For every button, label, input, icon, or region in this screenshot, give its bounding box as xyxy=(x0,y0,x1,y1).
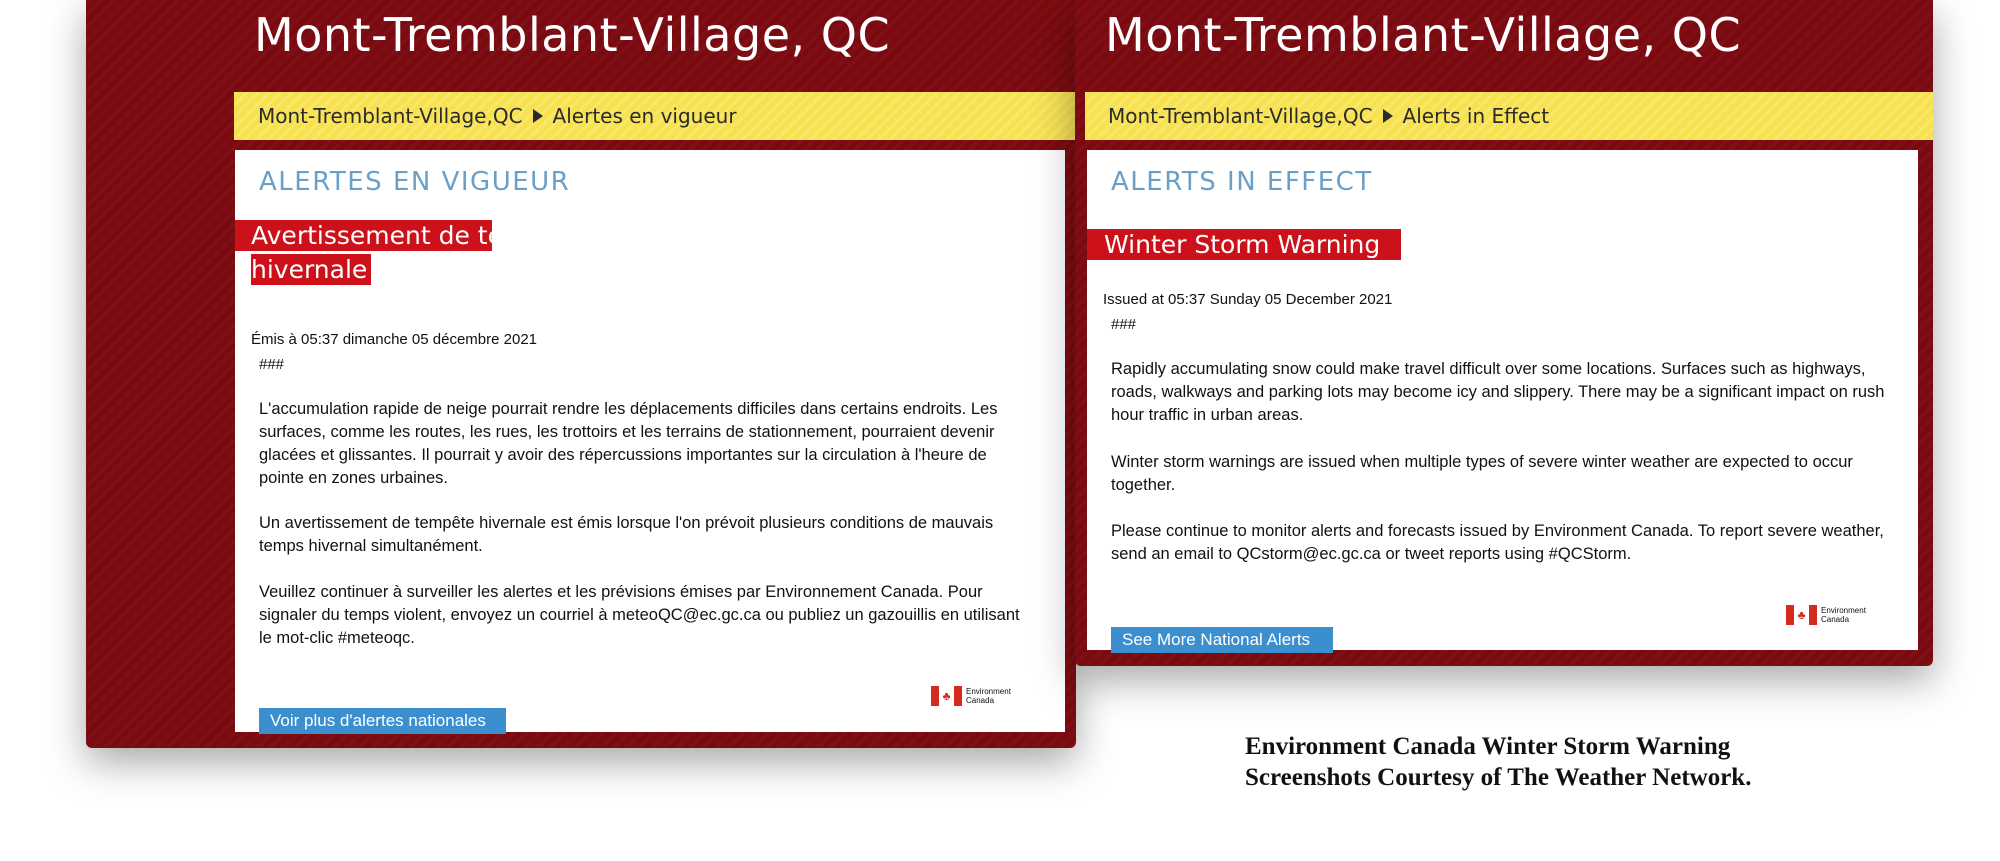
breadcrumb-current: Alertes en vigueur xyxy=(552,104,737,128)
image-caption xyxy=(1245,731,1751,793)
breadcrumb-location-link[interactable]: Mont-Tremblant-Village,QC xyxy=(1108,104,1373,128)
environment-canada-logo: ♣ Environment Canada xyxy=(931,686,1011,706)
caption-line: Screenshots Courtesy of The Weather Network. xyxy=(1245,764,1752,791)
alert-paragraph: L'accumulation rapide de neige pourrait rendre les déplacements difficiles dans certains endroits. Les surfaces, comme les routes, les rues, les trottoirs et les terrains de stationnement, pourraient devenir glacées et glissantes. Il pourrait y avoir des répercussions importantes sur la circulation à l'heure de pointe en zones urbaines. xyxy=(259,400,998,487)
alert-paragraph: Veuillez continuer à surveiller les alertes et les prévisions émises par Environnement Canada. Pour signaler du temps violent, envoyez un courriel à meteoQC@ec.gc.ca ou publiez un gazouillis en utilisant le mot-clic #meteoqc. xyxy=(259,583,1020,647)
alert-panel-english xyxy=(1075,0,1933,666)
separator-hashes: ### xyxy=(1111,316,1137,333)
alert-paragraph: Please continue to monitor alerts and forecasts issued by Environment Canada. To report severe weather, send an email to QCstorm@ec.gc.ca or tweet reports using #QCStorm. xyxy=(1111,522,1884,563)
alert-paragraph: Rapidly accumulating snow could make travel difficult over some locations. Surfaces such as highways, roads, walkways and parking lots may become icy and slippery. There may be a significant impact on rush hour traffic in urban areas. xyxy=(1111,360,1885,424)
canada-flag-icon: ♣ xyxy=(931,686,962,706)
alerts-heading: ALERTES EN VIGUEUR xyxy=(259,167,571,197)
alert-panel-french xyxy=(86,0,1076,748)
city-title: Mont-Tremblant-Village, QC xyxy=(1105,8,1742,62)
canada-flag-icon: ♣ xyxy=(1786,605,1817,625)
alerts-heading: ALERTS IN EFFECT xyxy=(1111,167,1373,197)
see-more-alerts-button[interactable]: See More National Alerts xyxy=(1111,627,1333,653)
city-title: Mont-Tremblant-Village, QC xyxy=(254,8,891,62)
breadcrumb-location-link[interactable]: Mont-Tremblant-Village,QC xyxy=(258,104,523,128)
environment-canada-logo: ♣ Environment Canada xyxy=(1786,605,1866,625)
breadcrumb-current: Alerts in Effect xyxy=(1402,104,1550,128)
see-more-alerts-button[interactable]: Voir plus d'alertes nationales xyxy=(259,708,506,734)
caption-line: Environment Canada Winter Storm Warning xyxy=(1245,733,1731,760)
warning-title-line: hivernale xyxy=(251,254,371,285)
alert-content xyxy=(1087,150,1918,650)
issued-time: Émis à 05:37 dimanche 05 décembre 2021 xyxy=(251,331,538,348)
warning-title: Winter Storm Warning xyxy=(1087,229,1401,260)
warning-title-line: Avertissement de tempête xyxy=(235,220,492,251)
breadcrumb-arrow-icon xyxy=(533,109,543,123)
breadcrumb xyxy=(1085,92,1933,140)
alert-paragraph: Un avertissement de tempête hivernale est émis lorsque l'on prévoit plusieurs conditions de mauvais temps hivernal simultanément. xyxy=(259,514,994,555)
separator-hashes: ### xyxy=(259,356,285,373)
alert-paragraph: Winter storm warnings are issued when multiple types of severe winter weather are expected to occur together. xyxy=(1111,453,1853,494)
breadcrumb xyxy=(234,92,1076,140)
alert-content xyxy=(235,150,1065,732)
breadcrumb-arrow-icon xyxy=(1383,109,1393,123)
issued-time: Issued at 05:37 Sunday 05 December 2021 xyxy=(1103,291,1393,308)
